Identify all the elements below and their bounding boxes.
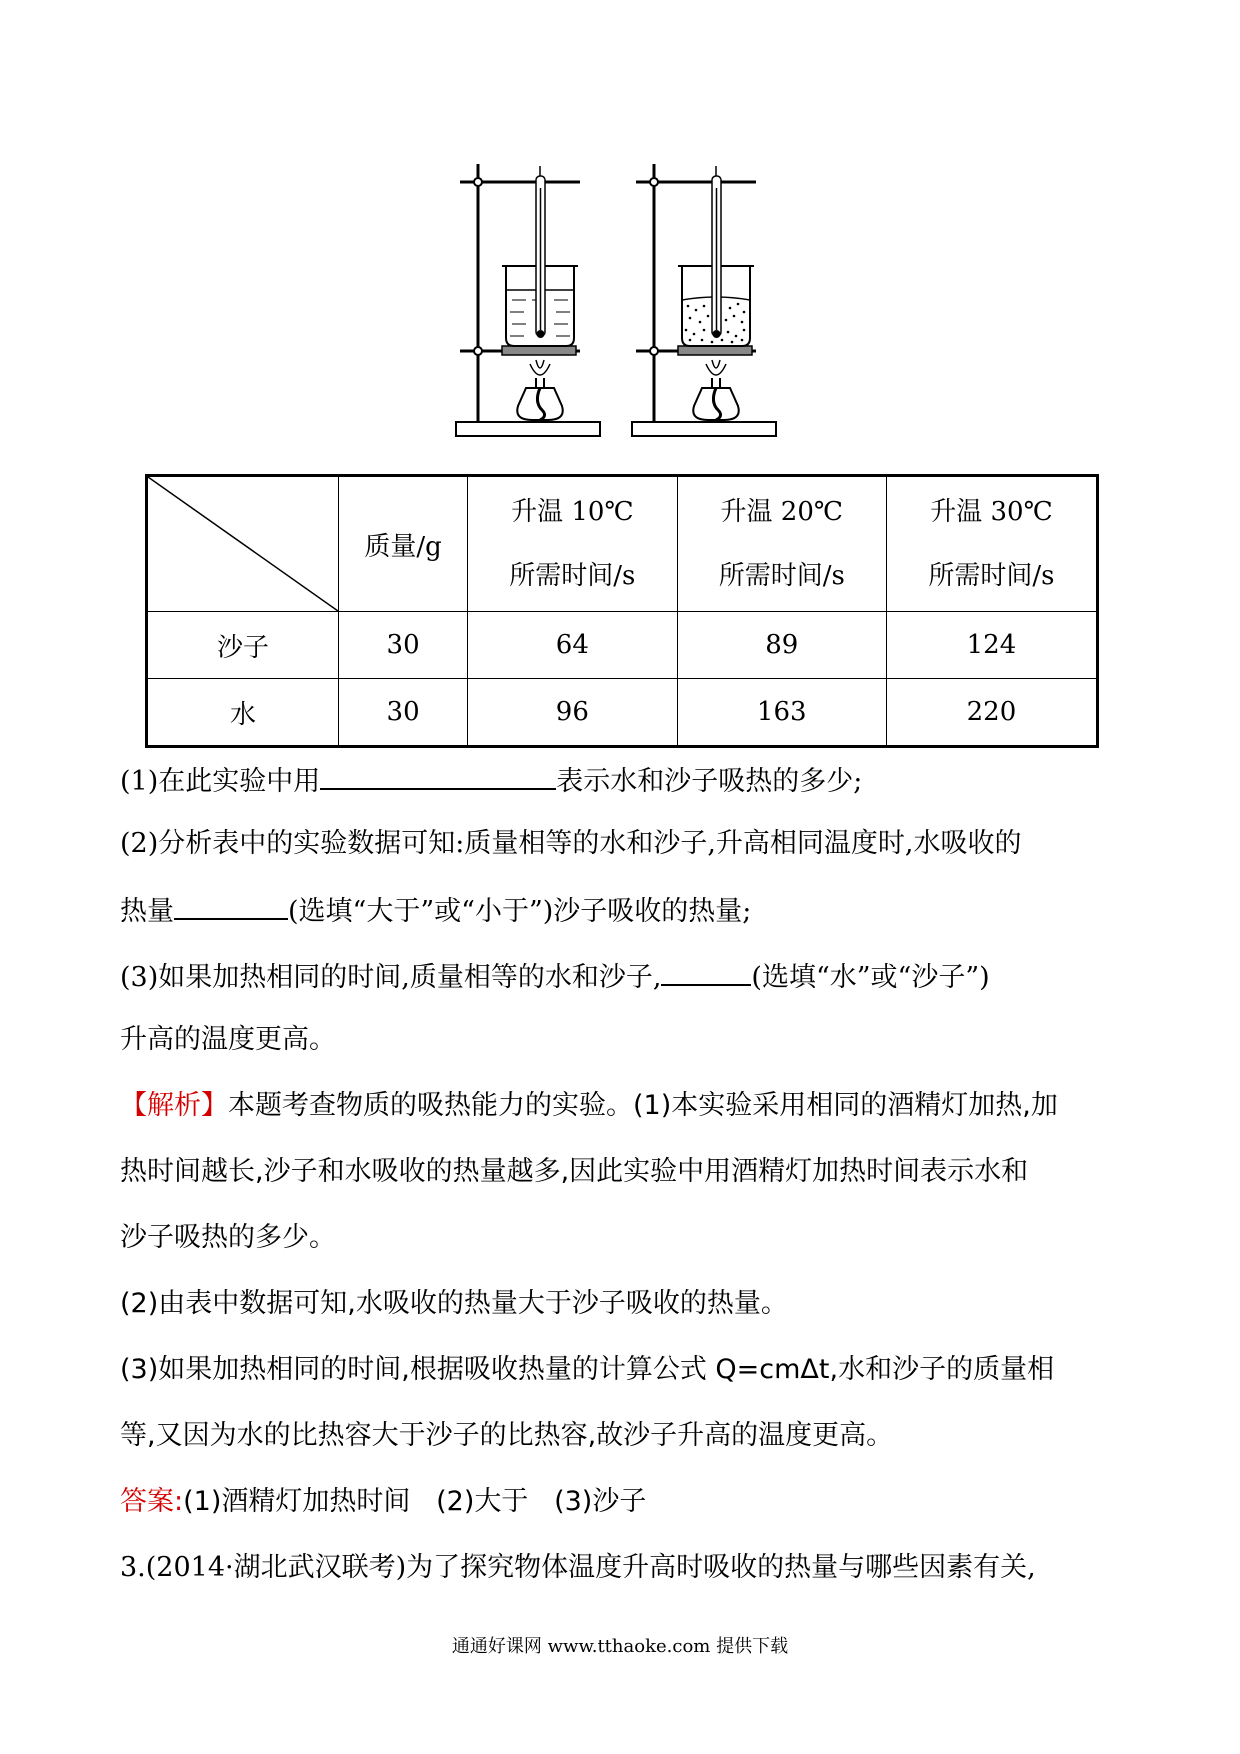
table-header-row bbox=[147, 476, 1098, 612]
answer-blank-1[interactable] bbox=[320, 758, 556, 790]
analysis-tag: 【解析】 bbox=[120, 1090, 228, 1121]
diagonal-header-cell bbox=[147, 476, 339, 612]
question-2-line-2: 热量 (选填“大于”或“小于”)沙子吸收的热量; bbox=[120, 888, 1130, 932]
question-3-line-2: 升高的温度更高。 bbox=[120, 1024, 336, 1055]
cell-t20: 89 bbox=[677, 612, 886, 679]
question-3-line-1: (3)如果加热相同的时间,质量相等的水和沙子, (选填“水”或“沙子”) bbox=[120, 954, 1130, 998]
answer-blank-2[interactable] bbox=[174, 888, 288, 920]
table-row bbox=[147, 679, 1098, 747]
analysis-line-2: 热时间越长,沙子和水吸收的热量越多,因此实验中用酒精灯加热时间表示水和 bbox=[120, 1156, 1029, 1187]
experiment-figure bbox=[440, 150, 820, 455]
cell-mass: 30 bbox=[339, 612, 468, 679]
next-question: 3.(2014·湖北武汉联考)为了探究物体温度升高时吸收的热量与哪些因素有关, bbox=[120, 1552, 1036, 1583]
cell-t10: 64 bbox=[468, 612, 677, 679]
table-row bbox=[147, 612, 1098, 679]
sand-apparatus bbox=[632, 164, 776, 436]
answer-tag: 答案: bbox=[120, 1486, 184, 1517]
question-1: (1)在此实验中用 表示水和沙子吸热的多少; bbox=[120, 758, 1130, 802]
water-apparatus bbox=[456, 164, 600, 436]
header-rise-10: 升温 10℃ 所需时间/s bbox=[468, 476, 677, 612]
heating-apparatus-illustration bbox=[440, 150, 820, 455]
cell-mass: 30 bbox=[339, 679, 468, 747]
analysis-line-1: 【解析】本题考查物质的吸热能力的实验。(1)本实验采用相同的酒精灯加热,加 bbox=[120, 1090, 1058, 1121]
cell-t10: 96 bbox=[468, 679, 677, 747]
analysis-line-3: 沙子吸热的多少。 bbox=[120, 1222, 336, 1253]
footer-watermark: 通通好课网 www.tthaoke.com 提供下载 bbox=[451, 1636, 789, 1657]
analysis-line-4: (2)由表中数据可知,水吸收的热量大于沙子吸收的热量。 bbox=[120, 1288, 788, 1319]
analysis-line-5: (3)如果加热相同的时间,根据吸收热量的计算公式 Q=cmΔt,水和沙子的质量相 bbox=[120, 1354, 1055, 1385]
analysis-line-6: 等,又因为水的比热容大于沙子的比热容,故沙子升高的温度更高。 bbox=[120, 1420, 894, 1451]
question-2-line-1: (2)分析表中的实验数据可知:质量相等的水和沙子,升高相同温度时,水吸收的 bbox=[120, 828, 1022, 859]
cell-t30: 124 bbox=[886, 612, 1097, 679]
header-rise-20: 升温 20℃ 所需时间/s bbox=[677, 476, 886, 612]
row-label: 沙子 bbox=[147, 612, 339, 679]
diagonal-line bbox=[148, 477, 338, 611]
row-label: 水 bbox=[147, 679, 339, 747]
cell-t20: 163 bbox=[677, 679, 886, 747]
header-mass: 质量/g bbox=[339, 476, 468, 612]
cell-t30: 220 bbox=[886, 679, 1097, 747]
answer-blank-3[interactable] bbox=[661, 954, 751, 986]
answer-line: 答案:(1)酒精灯加热时间 (2)大于 (3)沙子 bbox=[120, 1486, 647, 1517]
header-rise-30: 升温 30℃ 所需时间/s bbox=[886, 476, 1097, 612]
data-table bbox=[145, 474, 1099, 748]
